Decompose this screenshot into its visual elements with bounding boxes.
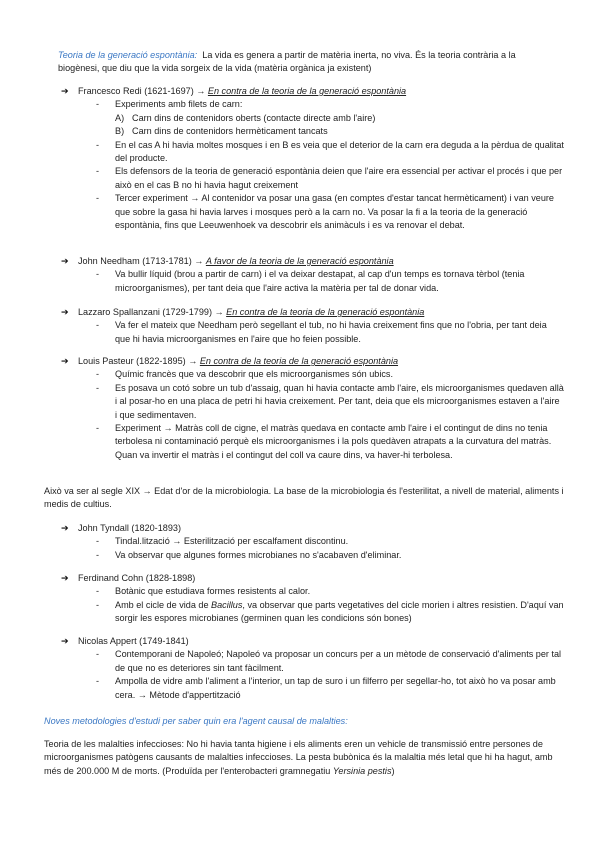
arrow-bullet-icon: ➔ bbox=[61, 523, 69, 533]
pasteur-heading bbox=[61, 355, 564, 368]
redi-list bbox=[44, 98, 564, 232]
list-item: - En el cas A hi havia moltes mosques i en B es veia que el deterior de la carn era deguda a la pèrdua de qualitat del producte. bbox=[44, 139, 564, 166]
list-item: - Químic francès que va descobrir que els microorganismes són ubics. bbox=[44, 368, 564, 381]
arrow-bullet-icon: ➔ bbox=[61, 86, 69, 96]
list-item: B) Carn dins de contenidors hermèticament tancats bbox=[115, 126, 328, 137]
arrow-bullet-icon: ➔ bbox=[61, 256, 69, 266]
list-item: - Va observar que algunes formes microbianes no s'acabaven d'eliminar. bbox=[44, 549, 564, 562]
needham-list bbox=[44, 268, 564, 295]
needham-name: John Needham (1713-1781) → bbox=[78, 256, 204, 266]
arrow-bullet-icon: ➔ bbox=[61, 307, 69, 317]
list-item: A) Carn dins de contenidors oberts (contacte directe amb l'aire) bbox=[115, 112, 376, 123]
list-item: - Experiments amb filets de carn: A) Carn dins de contenidors oberts (contacte directe amb l'aire) B) Carn dins de contenidors hermèticament tancats bbox=[44, 98, 564, 138]
needham-stance: A favor de la teoria de la generació espontània bbox=[205, 256, 394, 266]
pasteur-section bbox=[44, 355, 564, 462]
list-item: - Es posava un cotó sobre un tub d'assaig, quan hi havia contacte amb l'aire, els microorganismes quedaven allà i al posar-ho en una placa de petri hi havia creixement. Per tant, deia que els microorganismes estaven a l'aire i que sedimentaven. bbox=[44, 382, 564, 422]
list-item: - Va fer el mateix que Needham però segellant el tub, no hi havia creixement fins que no l'obria, per tant deia que hi havia microorganismes en l'aire que ho feien possible. bbox=[44, 319, 564, 346]
redi-stance: En contra de la teoria de la generació espontània bbox=[207, 86, 407, 96]
arrow-bullet-icon: ➔ bbox=[61, 636, 69, 646]
list-item: - Tindal.lització → Esterilització per escalfament discontinu. bbox=[44, 535, 564, 548]
arrow-bullet-icon: ➔ bbox=[61, 356, 69, 366]
needham-heading bbox=[61, 255, 564, 268]
intro-text: La vida es genera a partir de matèria inerta, no viva. És la teoria contrària a la biogènesi, que diu que la vida sorgeix de la vida (matèria orgànica ja existent) bbox=[58, 50, 516, 74]
section2-paragraph: Teoria de les malalties infeccioses: No hi havia tanta higiene i els aliments eren un vehicle de transmissió entre persones de microorganismes patògens causants de malalties infeccioses. La pesta bubònica és la malaltia més letal que hi ha hagut, amb més de 200.000 M de morts. (Produïda per l'enterobacteri gramnegatiu Yersinia pestis) bbox=[44, 739, 553, 776]
appert-list bbox=[44, 648, 564, 702]
spallanzani-heading bbox=[61, 306, 564, 319]
list-item: - Els defensors de la teoria de generació espontània deien que l'aire era essencial per activar el procés i que per això en el cas B no hi havia hagut creixement bbox=[44, 165, 564, 192]
era-paragraph: Això va ser al segle XIX → Edat d'or de la microbiologia. La base de la microbiologia és l'esterilitat, a nivell de material, aliments i medis de cultius. bbox=[44, 486, 564, 510]
list-item: - Ampolla de vidre amb l'aliment a l'interior, un tap de suro i un filferro per segellar-ho, tot això ho va posar amb cera. → Mètode d'appertització bbox=[44, 675, 564, 702]
list-item: - Experiment → Matràs coll de cigne, el matràs quedava en contacte amb l'aire i el contingut de dins no tenia terbolesa ni contaminació perquè els microorganismes i la pols quedàven atrapats a la curvatura del matràs. Quan va invertir el matràs i el contingut del coll va caure dins, va haver-hi terbolesa. bbox=[44, 422, 564, 462]
spallanzani-name: Lazzaro Spallanzani (1729-1799) → bbox=[78, 307, 224, 317]
spallanzani-list bbox=[44, 319, 564, 346]
arrow-bullet-icon: ➔ bbox=[61, 573, 69, 583]
redi-section bbox=[44, 85, 564, 232]
tyndall-list bbox=[44, 535, 564, 562]
list-item: - Contemporani de Napoleó; Napoleó va proposar un concurs per a un mètode de conservació d'aliments per tal de que no es deteriores sin tant fàcilment. bbox=[44, 648, 564, 675]
cohn-section bbox=[44, 572, 564, 626]
cohn-heading bbox=[61, 572, 564, 585]
pasteur-list bbox=[44, 368, 564, 462]
redi-sublist bbox=[115, 112, 564, 139]
needham-section bbox=[44, 255, 564, 295]
tyndall-name: John Tyndall (1820-1893) bbox=[78, 523, 181, 533]
list-item: - Va bullir líquid (brou a partir de carn) i el va deixar destapat, al cap d'un temps es tornava tèrbol (tenia microorganismes), per tant deia que l'aire activa la matèria per tal de donar vida. bbox=[44, 268, 564, 295]
list-item: - Amb el cicle de vida de Bacillus, va observar que parts vegetatives del cicle morien i altres resistien. D'aquí van sorgir les espores microbianes (germinen quan les condicions són bones) bbox=[44, 599, 564, 626]
intro-heading: Teoria de la generació espontània: bbox=[58, 50, 198, 60]
tyndall-heading bbox=[61, 522, 564, 535]
appert-heading bbox=[61, 635, 564, 648]
section2-heading: Noves metodologies d'estudi per saber quin era l'agent causal de malalties: bbox=[44, 716, 348, 726]
appert-section bbox=[44, 635, 564, 702]
redi-name: Francesco Redi (1621-1697) → bbox=[78, 86, 206, 96]
pasteur-name: Louis Pasteur (1822-1895) → bbox=[78, 356, 198, 366]
redi-heading bbox=[61, 85, 564, 98]
spallanzani-section bbox=[44, 306, 564, 346]
appert-name: Nicolas Appert (1749-1841) bbox=[78, 636, 189, 646]
list-item: - Botànic que estudiava formes resistents al calor. bbox=[44, 585, 564, 598]
cohn-list bbox=[44, 585, 564, 625]
spallanzani-stance: En contra de la teoria de la generació espontània bbox=[226, 307, 425, 317]
intro-paragraph bbox=[58, 49, 558, 76]
cohn-name: Ferdinand Cohn (1828-1898) bbox=[78, 573, 196, 583]
tyndall-section bbox=[44, 522, 564, 562]
pasteur-stance: En contra de la teoria de la generació espontània bbox=[199, 356, 399, 366]
list-item: - Tercer experiment → Al contenidor va posar una gasa (en comptes d'estar tancat hermèticament) i van veure que sobre la gasa hi havia larves i mosques però a la carn no. Va posar la fi a la teoria de la generació espontània, fins que Leeuwenhoek va descobrir els animàculs i es va renovar el debat. bbox=[44, 192, 564, 232]
